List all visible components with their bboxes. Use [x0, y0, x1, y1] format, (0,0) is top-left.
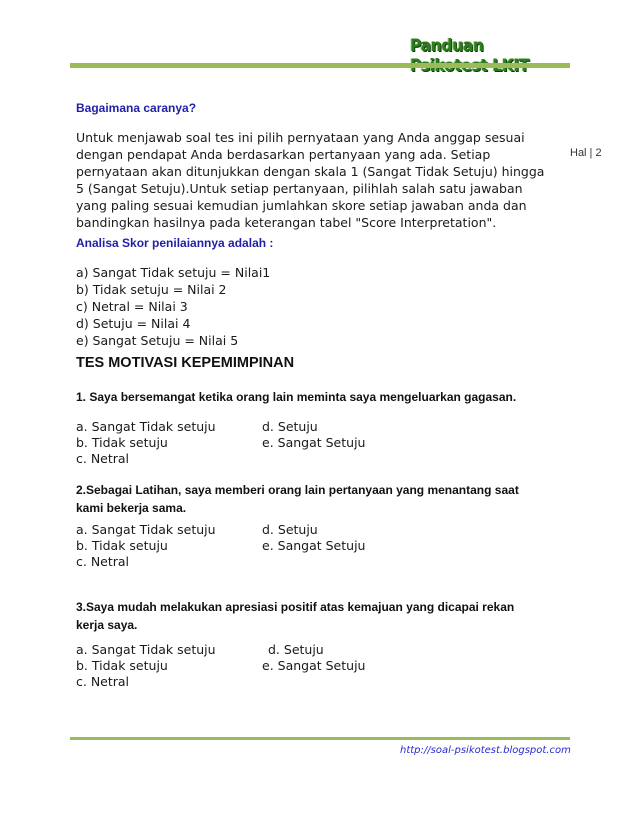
intro-line: yang paling sesuai kemudian jumlahkan skore setiap jawaban anda dan [76, 198, 527, 213]
question-line: kerja saya. [76, 618, 138, 632]
option-d: d. Setuju [262, 419, 318, 434]
page-number: Hal | 2 [570, 147, 602, 159]
intro-paragraph [76, 129, 544, 231]
intro-line: Untuk menjawab soal tes ini pilih pernyataan yang Anda anggap sesuai [76, 130, 525, 145]
scoring-item: b) Tidak setuju = Nilai 2 [76, 282, 227, 297]
question-3 [76, 598, 514, 634]
header-divider [70, 63, 570, 68]
footer-link[interactable]: http://soal-psikotest.blogspot.com [400, 745, 571, 756]
option-a: a. Sangat Tidak setuju [76, 642, 216, 657]
question-line: kami bekerja sama. [76, 501, 187, 515]
scoring-item: c) Netral = Nilai 3 [76, 299, 188, 314]
question-1 [76, 388, 516, 406]
intro-line: pernyataan akan ditunjukkan dengan skala 1 (Sangat Tidak Setuju) hingga [76, 164, 545, 179]
question-line: 2.Sebagai Latihan, saya memberi orang lain pertanyaan yang menantang saat [76, 483, 519, 497]
option-e: e. Sangat Setuju [262, 538, 366, 553]
intro-line: bandingkan hasilnya pada keterangan tabel "Score Interpretation". [76, 215, 497, 230]
question-2 [76, 481, 519, 517]
option-b: b. Tidak setuju [76, 435, 168, 450]
option-a: a. Sangat Tidak setuju [76, 522, 216, 537]
option-c: c. Netral [76, 451, 130, 466]
option-c: c. Netral [76, 674, 130, 689]
option-e: e. Sangat Setuju [262, 658, 366, 673]
question-line: 1. Saya bersemangat ketika orang lain meminta saya mengeluarkan gagasan. [76, 390, 517, 404]
brand-logo-text: Panduan [410, 36, 484, 56]
option-a: a. Sangat Tidak setuju [76, 419, 216, 434]
intro-line: 5 (Sangat Setuju).Untuk setiap pertanyaan, pilihlah salah satu jawaban [76, 181, 523, 196]
scoring-list [76, 264, 270, 349]
scoring-item: a) Sangat Tidak setuju = Nilai1 [76, 265, 271, 280]
footer-divider [70, 737, 570, 740]
option-d: d. Setuju [268, 642, 324, 657]
scoring-item: e) Sangat Setuju = Nilai 5 [76, 333, 239, 348]
intro-line: dengan pendapat Anda berdasarkan pertanyaan yang ada. Setiap [76, 147, 491, 162]
scoring-heading: Analisa Skor penilaiannya adalah : [76, 236, 274, 250]
scoring-item: d) Setuju = Nilai 4 [76, 316, 191, 331]
option-d: d. Setuju [262, 522, 318, 537]
question-line: 3.Saya mudah melakukan apresiasi positif atas kemajuan yang dicapai rekan [76, 600, 515, 614]
intro-heading: Bagaimana caranya? [76, 101, 197, 115]
option-b: b. Tidak setuju [76, 538, 168, 553]
option-b: b. Tidak setuju [76, 658, 168, 673]
option-c: c. Netral [76, 554, 130, 569]
option-e: e. Sangat Setuju [262, 435, 366, 450]
test-title: TES MOTIVASI KEPEMIMPINAN [76, 355, 295, 371]
